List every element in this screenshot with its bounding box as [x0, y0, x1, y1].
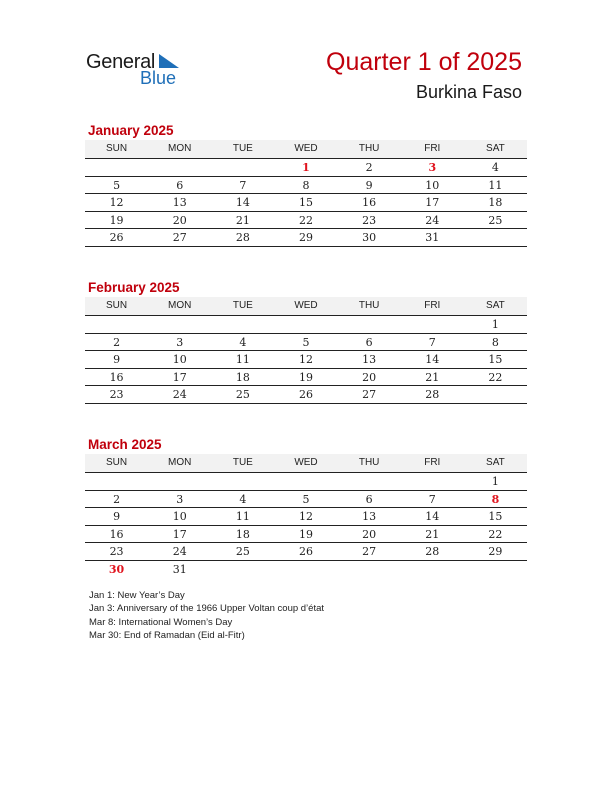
day-cell: 15 — [298, 196, 313, 209]
empty-cell — [401, 316, 464, 333]
weekday-label: MON — [168, 300, 192, 311]
day-cell: 8 — [491, 335, 499, 349]
day-cell: 10 — [172, 510, 187, 523]
day-cell: 13 — [172, 196, 187, 209]
day-cell: 17 — [172, 527, 187, 541]
week-row — [85, 561, 527, 578]
weekday-header — [85, 140, 527, 159]
day-cell: 13 — [362, 510, 377, 523]
empty-cell — [148, 473, 211, 490]
week-row — [85, 177, 527, 195]
day-cell: 30 — [108, 562, 125, 576]
day-cell: 20 — [172, 213, 187, 227]
empty-cell — [274, 561, 337, 578]
month-march — [85, 435, 527, 577]
day-cell: 1 — [491, 475, 499, 488]
day-cell: 11 — [235, 353, 250, 366]
day-cell: 4 — [239, 492, 247, 506]
week-row — [85, 526, 527, 544]
day-cell: 25 — [235, 545, 250, 558]
weekday-label: TUE — [232, 143, 253, 154]
empty-cell — [464, 561, 527, 578]
day-cell: 2 — [113, 492, 121, 506]
day-cell: 15 — [488, 510, 503, 523]
day-cell: 25 — [488, 213, 503, 227]
day-cell: 25 — [235, 388, 250, 401]
weekday-label: THU — [358, 143, 380, 154]
week-row — [85, 473, 527, 491]
day-cell: 4 — [239, 335, 247, 349]
weekday-label: SUN — [106, 457, 128, 468]
week-row — [85, 316, 527, 334]
weekday-header — [85, 297, 527, 316]
holiday-note: Mar 30: End of Ramadan (Eid al-Fitr) — [89, 629, 245, 641]
day-cell: 12 — [298, 510, 313, 523]
weekday-label: SAT — [486, 143, 505, 154]
weekday-label: FRI — [424, 143, 441, 154]
day-cell: 20 — [362, 370, 377, 384]
day-cell: 8 — [302, 178, 310, 192]
day-cell: 2 — [113, 335, 121, 349]
week-row — [85, 543, 527, 561]
week-row — [85, 229, 527, 247]
empty-cell — [338, 316, 401, 333]
month-february — [85, 278, 527, 404]
day-cell: 10 — [172, 353, 187, 366]
empty-cell — [211, 316, 274, 333]
month-title: March 2025 — [88, 437, 162, 452]
holiday-notes — [89, 589, 324, 642]
day-cell: 18 — [488, 196, 503, 209]
day-cell: 10 — [425, 178, 440, 192]
day-cell: 6 — [176, 178, 184, 192]
week-row — [85, 508, 527, 526]
day-cell: 26 — [298, 545, 313, 558]
day-cell: 7 — [428, 492, 436, 506]
day-cell: 11 — [235, 510, 250, 523]
day-cell: 19 — [109, 213, 124, 227]
day-cell: 31 — [425, 231, 440, 244]
day-cell: 23 — [109, 545, 124, 558]
empty-cell — [148, 159, 211, 176]
day-cell: 2 — [365, 161, 373, 174]
empty-cell — [401, 473, 464, 490]
week-row — [85, 212, 527, 230]
day-cell: 31 — [172, 562, 187, 576]
weekday-label: WED — [294, 143, 318, 154]
month-title: February 2025 — [88, 280, 180, 295]
week-row — [85, 386, 527, 404]
day-cell: 5 — [302, 335, 310, 349]
day-cell: 1 — [302, 161, 310, 174]
empty-cell — [211, 561, 274, 578]
day-cell: 19 — [298, 370, 313, 384]
day-cell: 26 — [298, 388, 313, 401]
week-row — [85, 334, 527, 352]
day-cell: 24 — [425, 213, 440, 227]
day-cell: 27 — [362, 545, 377, 558]
day-cell: 29 — [488, 545, 503, 558]
empty-cell — [274, 473, 337, 490]
weekday-label: FRI — [424, 300, 441, 311]
month-title: January 2025 — [88, 123, 174, 138]
day-cell: 29 — [298, 231, 313, 244]
holiday-note: Jan 3: Anniversary of the 1966 Upper Voltan coup d’état — [89, 603, 325, 615]
weekday-label: SAT — [486, 457, 505, 468]
weekday-label: WED — [294, 457, 318, 468]
day-cell: 18 — [235, 370, 250, 384]
day-cell: 23 — [362, 213, 377, 227]
day-cell: 3 — [176, 335, 184, 349]
day-cell: 1 — [491, 318, 499, 331]
day-cell: 22 — [488, 527, 503, 541]
day-cell: 21 — [425, 527, 440, 541]
weekday-label: MON — [168, 143, 192, 154]
empty-cell — [148, 316, 211, 333]
day-cell: 19 — [298, 527, 313, 541]
day-cell: 28 — [425, 388, 440, 401]
day-cell: 5 — [113, 178, 121, 192]
day-cell: 3 — [176, 492, 184, 506]
day-cell: 20 — [362, 527, 377, 541]
day-cell: 16 — [109, 527, 124, 541]
day-cell: 21 — [235, 213, 250, 227]
day-cell: 26 — [109, 231, 124, 244]
week-row — [85, 491, 527, 509]
day-cell: 24 — [172, 545, 187, 558]
week-row — [85, 351, 527, 369]
day-cell: 14 — [425, 510, 440, 523]
empty-cell — [211, 159, 274, 176]
day-cell: 5 — [302, 492, 310, 506]
empty-cell — [338, 561, 401, 578]
day-cell: 6 — [365, 492, 373, 506]
weekday-label: TUE — [232, 300, 253, 311]
day-cell: 27 — [172, 231, 187, 244]
day-cell: 8 — [491, 492, 500, 506]
weekday-label: SAT — [486, 300, 505, 311]
day-cell: 11 — [488, 178, 503, 192]
logo-triangle-icon — [159, 54, 179, 68]
weekday-label: FRI — [424, 457, 441, 468]
empty-cell — [85, 473, 148, 490]
empty-cell — [401, 561, 464, 578]
empty-cell — [274, 316, 337, 333]
page-title: Quarter 1 of 2025 — [326, 48, 522, 76]
day-cell: 16 — [109, 370, 124, 384]
country-name: Burkina Faso — [415, 82, 522, 102]
day-cell: 24 — [172, 388, 187, 401]
empty-cell — [464, 229, 527, 246]
day-cell: 16 — [362, 196, 377, 209]
generalblue-logo — [86, 51, 186, 91]
day-cell: 14 — [235, 196, 250, 209]
day-cell: 28 — [425, 545, 440, 558]
day-cell: 23 — [109, 388, 124, 401]
day-cell: 27 — [362, 388, 377, 401]
holiday-note: Mar 8: International Women’s Day — [89, 616, 233, 628]
week-row — [85, 194, 527, 212]
weekday-label: MON — [168, 457, 192, 468]
month-january — [85, 121, 527, 247]
day-cell: 6 — [365, 335, 373, 349]
day-cell: 30 — [362, 231, 377, 244]
weekday-header — [85, 454, 527, 473]
week-row — [85, 159, 527, 177]
weekday-label: WED — [294, 300, 318, 311]
day-cell: 17 — [172, 370, 187, 384]
weekday-label: SUN — [106, 143, 128, 154]
day-cell: 14 — [425, 353, 440, 366]
day-cell: 22 — [488, 370, 503, 384]
holiday-note: Jan 1: New Year’s Day — [89, 590, 185, 601]
day-cell: 15 — [488, 353, 503, 366]
day-cell: 7 — [239, 178, 247, 192]
day-cell: 9 — [113, 353, 121, 366]
day-cell: 7 — [428, 335, 436, 349]
day-cell: 12 — [109, 196, 124, 209]
logo-text-blue: Blue — [140, 68, 177, 88]
empty-cell — [338, 473, 401, 490]
day-cell: 12 — [298, 353, 313, 366]
day-cell: 4 — [491, 161, 499, 174]
empty-cell — [464, 386, 527, 403]
day-cell: 9 — [365, 178, 373, 192]
day-cell: 3 — [428, 161, 437, 174]
weekday-label: TUE — [232, 457, 253, 468]
empty-cell — [85, 159, 148, 176]
day-cell: 9 — [113, 510, 121, 523]
weekday-label: SUN — [106, 300, 128, 311]
day-cell: 28 — [235, 231, 250, 244]
logo-text-general: General — [86, 51, 156, 73]
weekday-label: THU — [358, 457, 380, 468]
empty-cell — [211, 473, 274, 490]
day-cell: 22 — [298, 213, 313, 227]
week-row — [85, 369, 527, 387]
empty-cell — [85, 316, 148, 333]
day-cell: 13 — [362, 353, 377, 366]
day-cell: 17 — [425, 196, 440, 209]
day-cell: 18 — [235, 527, 250, 541]
weekday-label: THU — [358, 300, 380, 311]
day-cell: 21 — [425, 370, 440, 384]
